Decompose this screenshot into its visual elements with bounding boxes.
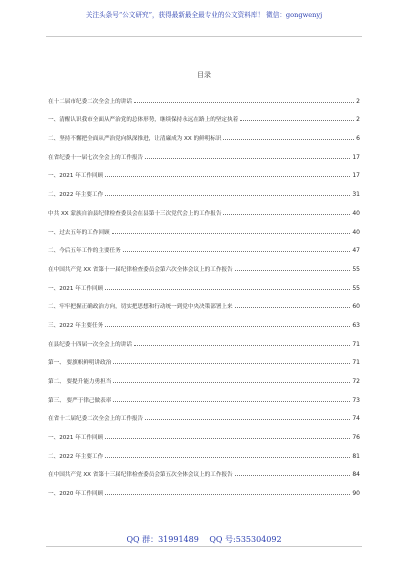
toc-leader-dots bbox=[105, 437, 350, 439]
toc-entry[interactable] bbox=[48, 198, 360, 217]
toc-entry[interactable] bbox=[48, 236, 360, 255]
toc-entry-page: 55 bbox=[352, 265, 360, 273]
toc-entry-title: 第一、 要旗帜鲜明讲政治 bbox=[48, 360, 112, 367]
toc-entry-page: 73 bbox=[352, 396, 360, 404]
toc-entry-page: 76 bbox=[352, 434, 360, 442]
toc-entry[interactable] bbox=[48, 86, 360, 105]
toc-entry[interactable] bbox=[48, 217, 360, 236]
toc-entry-page: 2 bbox=[356, 116, 360, 124]
toc-entry-title: 二、2022 年主要工作 bbox=[48, 192, 104, 199]
toc-entry[interactable] bbox=[48, 385, 360, 404]
toc-entry-page: 2 bbox=[356, 97, 360, 105]
toc-leader-dots bbox=[112, 232, 351, 234]
toc-entry-title: 二、2022 年主要工作 bbox=[48, 453, 104, 460]
toc-leader-dots bbox=[235, 306, 351, 308]
toc-entry-title: 在中国共产党 XX 省第十三届纪律检查委员会第五次全体会议上的工作报告 bbox=[48, 472, 233, 479]
toc-entry[interactable] bbox=[48, 292, 360, 311]
header-banner bbox=[0, 10, 408, 34]
toc-entry[interactable] bbox=[48, 179, 360, 198]
toc-entry-title: 在县纪委十四届一次全会上的讲话 bbox=[48, 341, 132, 348]
toc-entry[interactable] bbox=[48, 366, 360, 385]
toc-entry[interactable] bbox=[48, 348, 360, 367]
footer-qq-group: QQ 群：31991489 bbox=[126, 535, 199, 544]
toc-entry[interactable] bbox=[48, 142, 360, 161]
toc-leader-dots bbox=[113, 381, 350, 383]
toc-entry-page: 17 bbox=[352, 153, 360, 161]
footer-divider bbox=[46, 546, 362, 547]
toc-entry-title: 一、2021 年工作回顾 bbox=[48, 435, 104, 442]
toc-entry-title: 一、过去五年的工作回顾 bbox=[48, 229, 110, 236]
toc-entry-title: 二、今后五年工作的主要任务 bbox=[48, 248, 121, 255]
toc-entry-title: 三、2022 年主要任务 bbox=[48, 322, 104, 329]
toc-entry[interactable] bbox=[48, 478, 360, 497]
toc-entry-title: 在省十二届纪委二次全会上的工作报告 bbox=[48, 416, 144, 423]
toc-entry-page: 71 bbox=[352, 359, 360, 367]
toc-entry-title: 二、牢牢把握正确政治方向，切实把思想和行动统一到党中央决策部署上来 bbox=[48, 304, 233, 311]
toc-entry-title: 在中国共产党 XX 省第十一届纪律检查委员会第六次全体会议上的工作报告 bbox=[48, 266, 233, 273]
toc-entry-page: 40 bbox=[352, 228, 360, 236]
toc-entry[interactable] bbox=[48, 310, 360, 329]
toc-leader-dots bbox=[105, 493, 350, 495]
toc-entry-title: 一、2021 年工作回顾 bbox=[48, 285, 104, 292]
toc-entry-page: 47 bbox=[352, 247, 360, 255]
toc-leader-dots bbox=[235, 474, 351, 476]
toc-leader-dots bbox=[134, 344, 350, 346]
header-divider bbox=[46, 36, 362, 37]
toc-entry-page: 55 bbox=[352, 284, 360, 292]
toc-entry-title: 在省纪委十一届七次全会上的工作报告 bbox=[48, 154, 144, 161]
toc-leader-dots bbox=[105, 175, 350, 177]
toc-title: 目录 bbox=[197, 71, 211, 79]
toc-entry-page: 72 bbox=[352, 378, 360, 385]
toc-entry[interactable] bbox=[48, 460, 360, 479]
toc-leader-dots bbox=[113, 362, 350, 364]
toc-entry-page: 71 bbox=[352, 340, 360, 348]
toc-entry[interactable] bbox=[48, 441, 360, 460]
toc-entry-title: 二、坚持不懈把全面从严治党向纵深推进，让清廉成为 XX 的鲜明标识 bbox=[48, 136, 222, 143]
toc-entry-page: 17 bbox=[352, 172, 360, 180]
toc-leader-dots bbox=[145, 157, 350, 159]
footer-contact bbox=[0, 534, 408, 545]
toc-entry[interactable] bbox=[48, 254, 360, 273]
toc-entry-page: 84 bbox=[352, 471, 360, 479]
footer-qq-number: QQ 号:535304092 bbox=[209, 535, 282, 544]
toc-leader-dots bbox=[240, 119, 354, 121]
toc-entry[interactable] bbox=[48, 123, 360, 142]
toc-entry[interactable] bbox=[48, 329, 360, 348]
toc-entry[interactable] bbox=[48, 422, 360, 441]
toc-leader-dots bbox=[145, 418, 350, 420]
toc-entry-page: 6 bbox=[356, 135, 360, 143]
toc-entry-page: 90 bbox=[352, 490, 360, 498]
toc-entry[interactable] bbox=[48, 404, 360, 423]
toc-entry-page: 31 bbox=[352, 191, 360, 199]
toc-leader-dots bbox=[223, 138, 354, 140]
toc-entry-page: 40 bbox=[352, 209, 360, 217]
toc-entry-page: 60 bbox=[352, 303, 360, 311]
toc-leader-dots bbox=[134, 101, 354, 103]
toc-entry-page: 81 bbox=[352, 452, 360, 460]
toc-entry[interactable] bbox=[48, 105, 360, 124]
toc-leader-dots bbox=[123, 250, 351, 252]
toc-entry-title: 一、清醒认识我市全面从严治党的总体形势，继续保持永远在路上的坚定执着 bbox=[48, 117, 239, 124]
toc-entry-title: 第二、 要提升能力勇担当 bbox=[48, 379, 112, 385]
toc-entry-title: 第三、 要严于律己做表率 bbox=[48, 397, 112, 404]
toc-leader-dots bbox=[105, 325, 350, 327]
toc-entry-title: 一、2020 年工作回顾 bbox=[48, 491, 104, 498]
toc-entry-title: 中共 XX 蒙族自治县纪律检查委员会在县第十三次党代会上的工作报告 bbox=[48, 210, 222, 217]
toc-entry[interactable] bbox=[48, 161, 360, 180]
toc-leader-dots bbox=[113, 400, 350, 402]
toc-entry[interactable] bbox=[48, 273, 360, 292]
header-banner-text: 关注头条号“公文研究”，获得最新最全最专业的公文资料库！ 微信：gongwenyj bbox=[85, 11, 323, 19]
toc-leader-dots bbox=[105, 194, 350, 196]
toc-entry-title: 一、2021 年工作回顾 bbox=[48, 173, 104, 180]
table-of-contents bbox=[48, 86, 360, 497]
toc-entry-page: 63 bbox=[352, 321, 360, 329]
toc-leader-dots bbox=[223, 213, 350, 215]
toc-leader-dots bbox=[105, 456, 350, 458]
toc-entry-title: 在十二届市纪委二次全会上的讲话 bbox=[48, 98, 132, 105]
toc-leader-dots bbox=[105, 288, 350, 290]
toc-entry-page: 74 bbox=[352, 415, 360, 423]
toc-leader-dots bbox=[235, 269, 351, 271]
